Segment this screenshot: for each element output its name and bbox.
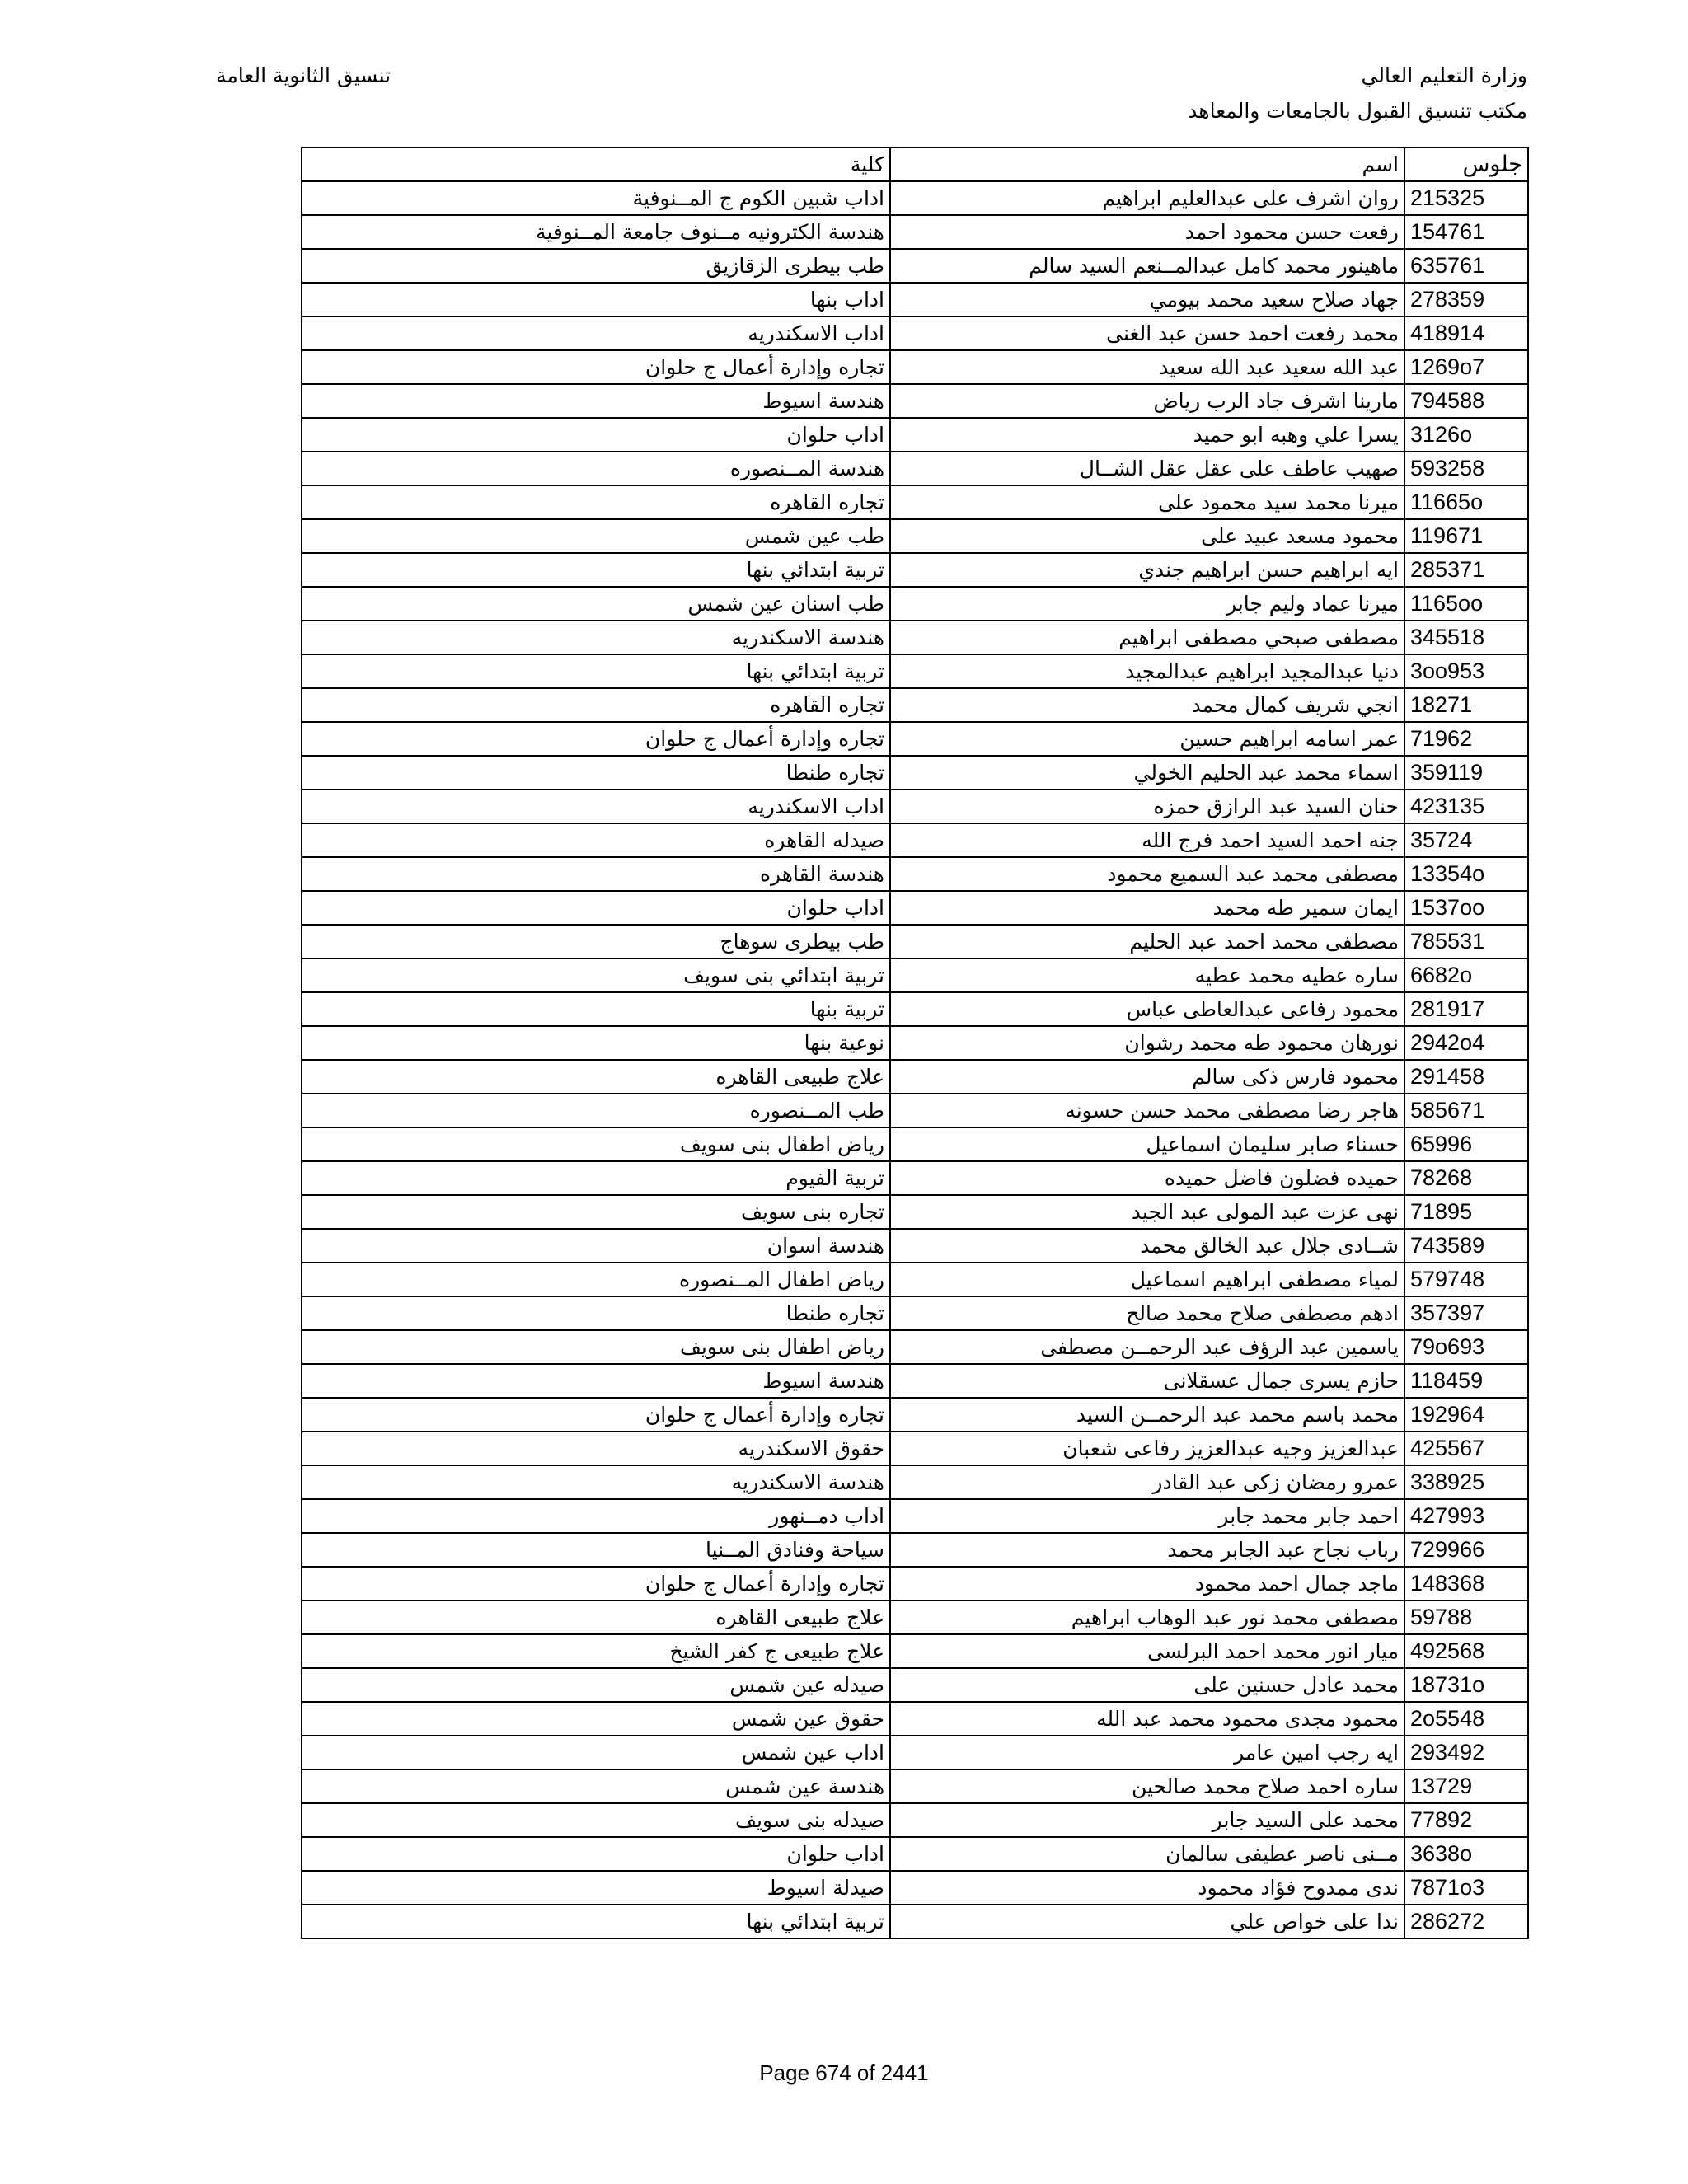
cell-name: نهى عزت عبد المولى عبد الجيد <box>890 1195 1404 1229</box>
cell-faculty: هندسة الكترونيه مــنوف جامعة المــنوفية <box>302 215 890 249</box>
cell-faculty: اداب حلوان <box>302 1837 890 1871</box>
cell-id: 425567 <box>1404 1432 1528 1465</box>
cell-id: 427993 <box>1404 1499 1528 1533</box>
cell-name: عبد الله سعيد عبد الله سعيد <box>890 350 1404 384</box>
table-row <box>302 1026 1528 1060</box>
cell-name: ماهينور محمد كامل عبدالمــنعم السيد سالم <box>890 249 1404 283</box>
table-row <box>302 181 1528 215</box>
cell-name: محمد رفعت احمد حسن عبد الغنى <box>890 316 1404 350</box>
document-title: تنسيق الثانوية العامة <box>216 63 392 87</box>
cell-faculty: صيدله عين شمس <box>302 1668 890 1702</box>
cell-faculty: تربية ابتدائي بنها <box>302 654 890 688</box>
cell-faculty: هندسة اسوان <box>302 1229 890 1263</box>
cell-id: 77892 <box>1404 1803 1528 1837</box>
cell-faculty: سياحة وفنادق المــنيا <box>302 1533 890 1567</box>
cell-faculty: تجاره وإدارة أعمال ج حلوان <box>302 1398 890 1432</box>
table-row <box>302 1296 1528 1330</box>
cell-name: شــادى جلال عبد الخالق محمد <box>890 1229 1404 1263</box>
cell-name: محمود فارس ذكى سالم <box>890 1060 1404 1094</box>
cell-faculty: صيدله بنى سويف <box>302 1803 890 1837</box>
cell-id: 192964 <box>1404 1398 1528 1432</box>
office-name: مكتب تنسيق القبول بالجامعات والمعاهد <box>1188 99 1527 123</box>
cell-id: 794588 <box>1404 384 1528 418</box>
cell-id: 1269o7 <box>1404 350 1528 384</box>
cell-faculty: اداب دمــنهور <box>302 1499 890 1533</box>
table-row <box>302 1465 1528 1499</box>
cell-id: 13354o <box>1404 857 1528 891</box>
cell-name: اسماء محمد عبد الحليم الخولي <box>890 756 1404 790</box>
cell-id: 2o5548 <box>1404 1702 1528 1736</box>
cell-id: 13729 <box>1404 1769 1528 1803</box>
cell-name: نورهان محمود طه محمد رشوان <box>890 1026 1404 1060</box>
cell-faculty: رياض اطفال بنى سويف <box>302 1330 890 1364</box>
table-row <box>302 1263 1528 1296</box>
cell-faculty: طب بيطرى الزقازيق <box>302 249 890 283</box>
table-row <box>302 925 1528 958</box>
cell-name: مصطفى محمد عبد السميع محمود <box>890 857 1404 891</box>
table-row <box>302 722 1528 756</box>
table-row <box>302 1432 1528 1465</box>
cell-id: 293492 <box>1404 1736 1528 1769</box>
cell-faculty: تربية ابتدائي بنى سويف <box>302 958 890 992</box>
header-ministry-block <box>1188 58 1527 129</box>
cell-id: 148368 <box>1404 1567 1528 1601</box>
cell-faculty: اداب عين شمس <box>302 1736 890 1769</box>
cell-id: 59788 <box>1404 1601 1528 1634</box>
cell-id: 7871o3 <box>1404 1871 1528 1905</box>
header-id: جلوس <box>1404 148 1528 181</box>
cell-faculty: هندسة اسيوط <box>302 384 890 418</box>
cell-faculty: اداب حلوان <box>302 891 890 925</box>
cell-id: 635761 <box>1404 249 1528 283</box>
table-row <box>302 1634 1528 1668</box>
cell-id: 278359 <box>1404 283 1528 316</box>
cell-faculty: علاج طبيعى القاهره <box>302 1601 890 1634</box>
table-header-row <box>302 148 1528 181</box>
cell-name: محمود رفاعى عبدالعاطى عباس <box>890 992 1404 1026</box>
cell-name: ميار انور محمد احمد البرلسى <box>890 1634 1404 1668</box>
cell-id: 743589 <box>1404 1229 1528 1263</box>
page-number: Page 674 of 2441 <box>759 2060 929 2085</box>
cell-id: 154761 <box>1404 215 1528 249</box>
cell-id: 285371 <box>1404 553 1528 587</box>
cell-id: 79o693 <box>1404 1330 1528 1364</box>
cell-id: 345518 <box>1404 621 1528 654</box>
table-row <box>302 283 1528 316</box>
cell-id: 357397 <box>1404 1296 1528 1330</box>
cell-faculty: نوعية بنها <box>302 1026 890 1060</box>
table-row <box>302 1803 1528 1837</box>
cell-name: ايه رجب امين عامر <box>890 1736 1404 1769</box>
cell-name: روان اشرف على عبدالعليم ابراهيم <box>890 181 1404 215</box>
cell-id: 729966 <box>1404 1533 1528 1567</box>
cell-faculty: تجاره بنى سويف <box>302 1195 890 1229</box>
cell-id: 3638o <box>1404 1837 1528 1871</box>
cell-faculty: تربية بنها <box>302 992 890 1026</box>
cell-id: 423135 <box>1404 790 1528 823</box>
cell-name: ايمان سمير طه محمد <box>890 891 1404 925</box>
cell-faculty: حقوق الاسكندريه <box>302 1432 890 1465</box>
cell-faculty: تجاره القاهره <box>302 688 890 722</box>
table-row <box>302 316 1528 350</box>
cell-name: ايه ابراهيم حسن ابراهيم جندي <box>890 553 1404 587</box>
cell-faculty: اداب شبين الكوم ج المــنوفية <box>302 181 890 215</box>
cell-id: 286272 <box>1404 1905 1528 1938</box>
table-row <box>302 553 1528 587</box>
cell-name: رفعت حسن محمود احمد <box>890 215 1404 249</box>
cell-name: ادهم مصطفى صلاح محمد صالح <box>890 1296 1404 1330</box>
cell-faculty: تربية الفيوم <box>302 1161 890 1195</box>
cell-id: 118459 <box>1404 1364 1528 1398</box>
cell-id: 18271 <box>1404 688 1528 722</box>
cell-id: 11665o <box>1404 485 1528 519</box>
table-row <box>302 790 1528 823</box>
cell-id: 78268 <box>1404 1161 1528 1195</box>
table-row <box>302 857 1528 891</box>
table-row <box>302 215 1528 249</box>
table-row <box>302 1769 1528 1803</box>
cell-id: 785531 <box>1404 925 1528 958</box>
cell-faculty: تجاره طنطا <box>302 1296 890 1330</box>
cell-id: 6682o <box>1404 958 1528 992</box>
cell-faculty: تجاره وإدارة أعمال ج حلوان <box>302 1567 890 1601</box>
cell-name: مصطفى محمد احمد عبد الحليم <box>890 925 1404 958</box>
cell-name: ندا على خواص علي <box>890 1905 1404 1938</box>
cell-name: انجي شريف كمال محمد <box>890 688 1404 722</box>
cell-name: ماجد جمال احمد محمود <box>890 1567 1404 1601</box>
cell-name: مصطفى محمد نور عبد الوهاب ابراهيم <box>890 1601 1404 1634</box>
header-faculty: كلية <box>302 148 890 181</box>
cell-name: محمد عادل حسنين على <box>890 1668 1404 1702</box>
cell-faculty: اداب الاسكندريه <box>302 790 890 823</box>
table-row <box>302 1837 1528 1871</box>
cell-id: 418914 <box>1404 316 1528 350</box>
cell-name: ميرنا محمد سيد محمود على <box>890 485 1404 519</box>
cell-faculty: هندسة عين شمس <box>302 1769 890 1803</box>
cell-faculty: هندسة الاسكندريه <box>302 1465 890 1499</box>
cell-faculty: تجاره وإدارة أعمال ج حلوان <box>302 722 890 756</box>
cell-id: 71895 <box>1404 1195 1528 1229</box>
cell-faculty: علاج طبيعى القاهره <box>302 1060 890 1094</box>
results-table <box>301 147 1529 1939</box>
cell-id: 1537oo <box>1404 891 1528 925</box>
cell-name: دنيا عبدالمجيد ابراهيم عبدالمجيد <box>890 654 1404 688</box>
cell-id: 579748 <box>1404 1263 1528 1296</box>
cell-id: 1165oo <box>1404 587 1528 621</box>
table-row <box>302 1736 1528 1769</box>
table-row <box>302 1398 1528 1432</box>
cell-name: ندى ممدوح فؤاد محمود <box>890 1871 1404 1905</box>
table-row <box>302 587 1528 621</box>
cell-name: عمر اسامه ابراهيم حسين <box>890 722 1404 756</box>
cell-name: محمد على السيد جابر <box>890 1803 1404 1837</box>
table-row <box>302 1668 1528 1702</box>
table-row <box>302 350 1528 384</box>
cell-name: ساره عطيه محمد عطيه <box>890 958 1404 992</box>
cell-name: رباب نجاح عبد الجابر محمد <box>890 1533 1404 1567</box>
cell-faculty: اداب الاسكندريه <box>302 316 890 350</box>
cell-id: 65996 <box>1404 1127 1528 1161</box>
table-row <box>302 992 1528 1026</box>
cell-faculty: طب بيطرى سوهاج <box>302 925 890 958</box>
table-row <box>302 654 1528 688</box>
table-row <box>302 1499 1528 1533</box>
cell-faculty: هندسة الاسكندريه <box>302 621 890 654</box>
table-row <box>302 418 1528 452</box>
cell-name: يسرا علي وهبه ابو حميد <box>890 418 1404 452</box>
cell-name: عمرو رمضان زكى عبد القادر <box>890 1465 1404 1499</box>
table-row <box>302 1094 1528 1127</box>
table-row <box>302 519 1528 553</box>
cell-faculty: تجاره وإدارة أعمال ج حلوان <box>302 350 890 384</box>
cell-faculty: هندسة القاهره <box>302 857 890 891</box>
table-row <box>302 1567 1528 1601</box>
cell-faculty: هندسة اسيوط <box>302 1364 890 1398</box>
table-row <box>302 621 1528 654</box>
cell-id: 119671 <box>1404 519 1528 553</box>
cell-id: 338925 <box>1404 1465 1528 1499</box>
cell-faculty: طب المــنصوره <box>302 1094 890 1127</box>
cell-faculty: علاج طبيعى ج كفر الشيخ <box>302 1634 890 1668</box>
table-row <box>302 1330 1528 1364</box>
cell-faculty: اداب بنها <box>302 283 890 316</box>
cell-id: 593258 <box>1404 452 1528 485</box>
table-row <box>302 688 1528 722</box>
cell-faculty: حقوق عين شمس <box>302 1702 890 1736</box>
header-name: اسم <box>890 148 1404 181</box>
table-row <box>302 1060 1528 1094</box>
cell-faculty: تربية ابتدائي بنها <box>302 1905 890 1938</box>
table-row <box>302 1364 1528 1398</box>
cell-faculty: تربية ابتدائي بنها <box>302 553 890 587</box>
table-row <box>302 958 1528 992</box>
ministry-name: وزارة التعليم العالي <box>1361 63 1527 87</box>
cell-faculty: رياض اطفال بنى سويف <box>302 1127 890 1161</box>
cell-faculty: تجاره القاهره <box>302 485 890 519</box>
cell-id: 492568 <box>1404 1634 1528 1668</box>
cell-faculty: اداب حلوان <box>302 418 890 452</box>
cell-id: 71962 <box>1404 722 1528 756</box>
table-row <box>302 1871 1528 1905</box>
table-row <box>302 823 1528 857</box>
cell-name: صهيب عاطف على عقل عقل الشــال <box>890 452 1404 485</box>
cell-name: جنه احمد السيد احمد فرج الله <box>890 823 1404 857</box>
cell-id: 291458 <box>1404 1060 1528 1094</box>
cell-name: حازم يسرى جمال عسقلانى <box>890 1364 1404 1398</box>
cell-faculty: رياض اطفال المــنصوره <box>302 1263 890 1296</box>
cell-faculty: تجاره طنطا <box>302 756 890 790</box>
cell-name: مصطفى صبحي مصطفى ابراهيم <box>890 621 1404 654</box>
table-row <box>302 756 1528 790</box>
table-row <box>302 1229 1528 1263</box>
cell-id: 585671 <box>1404 1094 1528 1127</box>
cell-name: محمود مسعد عبيد على <box>890 519 1404 553</box>
cell-name: حميده فضلون فاضل حميده <box>890 1161 1404 1195</box>
table-row <box>302 485 1528 519</box>
cell-name: مارينا اشرف جاد الرب رياض <box>890 384 1404 418</box>
cell-name: حنان السيد عبد الرازق حمزه <box>890 790 1404 823</box>
cell-id: 35724 <box>1404 823 1528 857</box>
cell-id: 215325 <box>1404 181 1528 215</box>
table-row <box>302 452 1528 485</box>
table-row <box>302 1195 1528 1229</box>
cell-id: 359119 <box>1404 756 1528 790</box>
table-row <box>302 1702 1528 1736</box>
cell-faculty: صيدله القاهره <box>302 823 890 857</box>
cell-name: ميرنا عماد وليم جابر <box>890 587 1404 621</box>
table-row <box>302 1533 1528 1567</box>
table-row <box>302 1161 1528 1195</box>
table-row <box>302 1601 1528 1634</box>
cell-name: احمد جابر محمد جابر <box>890 1499 1404 1533</box>
cell-id: 2942o4 <box>1404 1026 1528 1060</box>
cell-name: حسناء صابر سليمان اسماعيل <box>890 1127 1404 1161</box>
cell-id: 18731o <box>1404 1668 1528 1702</box>
cell-name: محمد باسم محمد عبد الرحمــن السيد <box>890 1398 1404 1432</box>
table-row <box>302 891 1528 925</box>
cell-name: محمود مجدى محمود محمد عبد الله <box>890 1702 1404 1736</box>
cell-name: عبدالعزيز وجيه عبدالعزيز رفاعى شعبان <box>890 1432 1404 1465</box>
cell-id: 3126o <box>1404 418 1528 452</box>
table-row <box>302 1905 1528 1938</box>
cell-faculty: هندسة المــنصوره <box>302 452 890 485</box>
cell-faculty: طب عين شمس <box>302 519 890 553</box>
cell-name: مــنى ناصر عطيفى سالمان <box>890 1837 1404 1871</box>
table-row <box>302 1127 1528 1161</box>
cell-id: 3oo953 <box>1404 654 1528 688</box>
cell-id: 281917 <box>1404 992 1528 1026</box>
cell-name: ياسمين عبد الرؤف عبد الرحمــن مصطفى <box>890 1330 1404 1364</box>
cell-name: جهاد صلاح سعيد محمد بيومي <box>890 283 1404 316</box>
cell-name: لمياء مصطفى ابراهيم اسماعيل <box>890 1263 1404 1296</box>
cell-faculty: صيدلة اسيوط <box>302 1871 890 1905</box>
cell-name: ساره احمد صلاح محمد صالحين <box>890 1769 1404 1803</box>
cell-faculty: طب اسنان عين شمس <box>302 587 890 621</box>
table-row <box>302 249 1528 283</box>
table-row <box>302 384 1528 418</box>
cell-name: هاجر رضا مصطفى محمد حسن حسونه <box>890 1094 1404 1127</box>
